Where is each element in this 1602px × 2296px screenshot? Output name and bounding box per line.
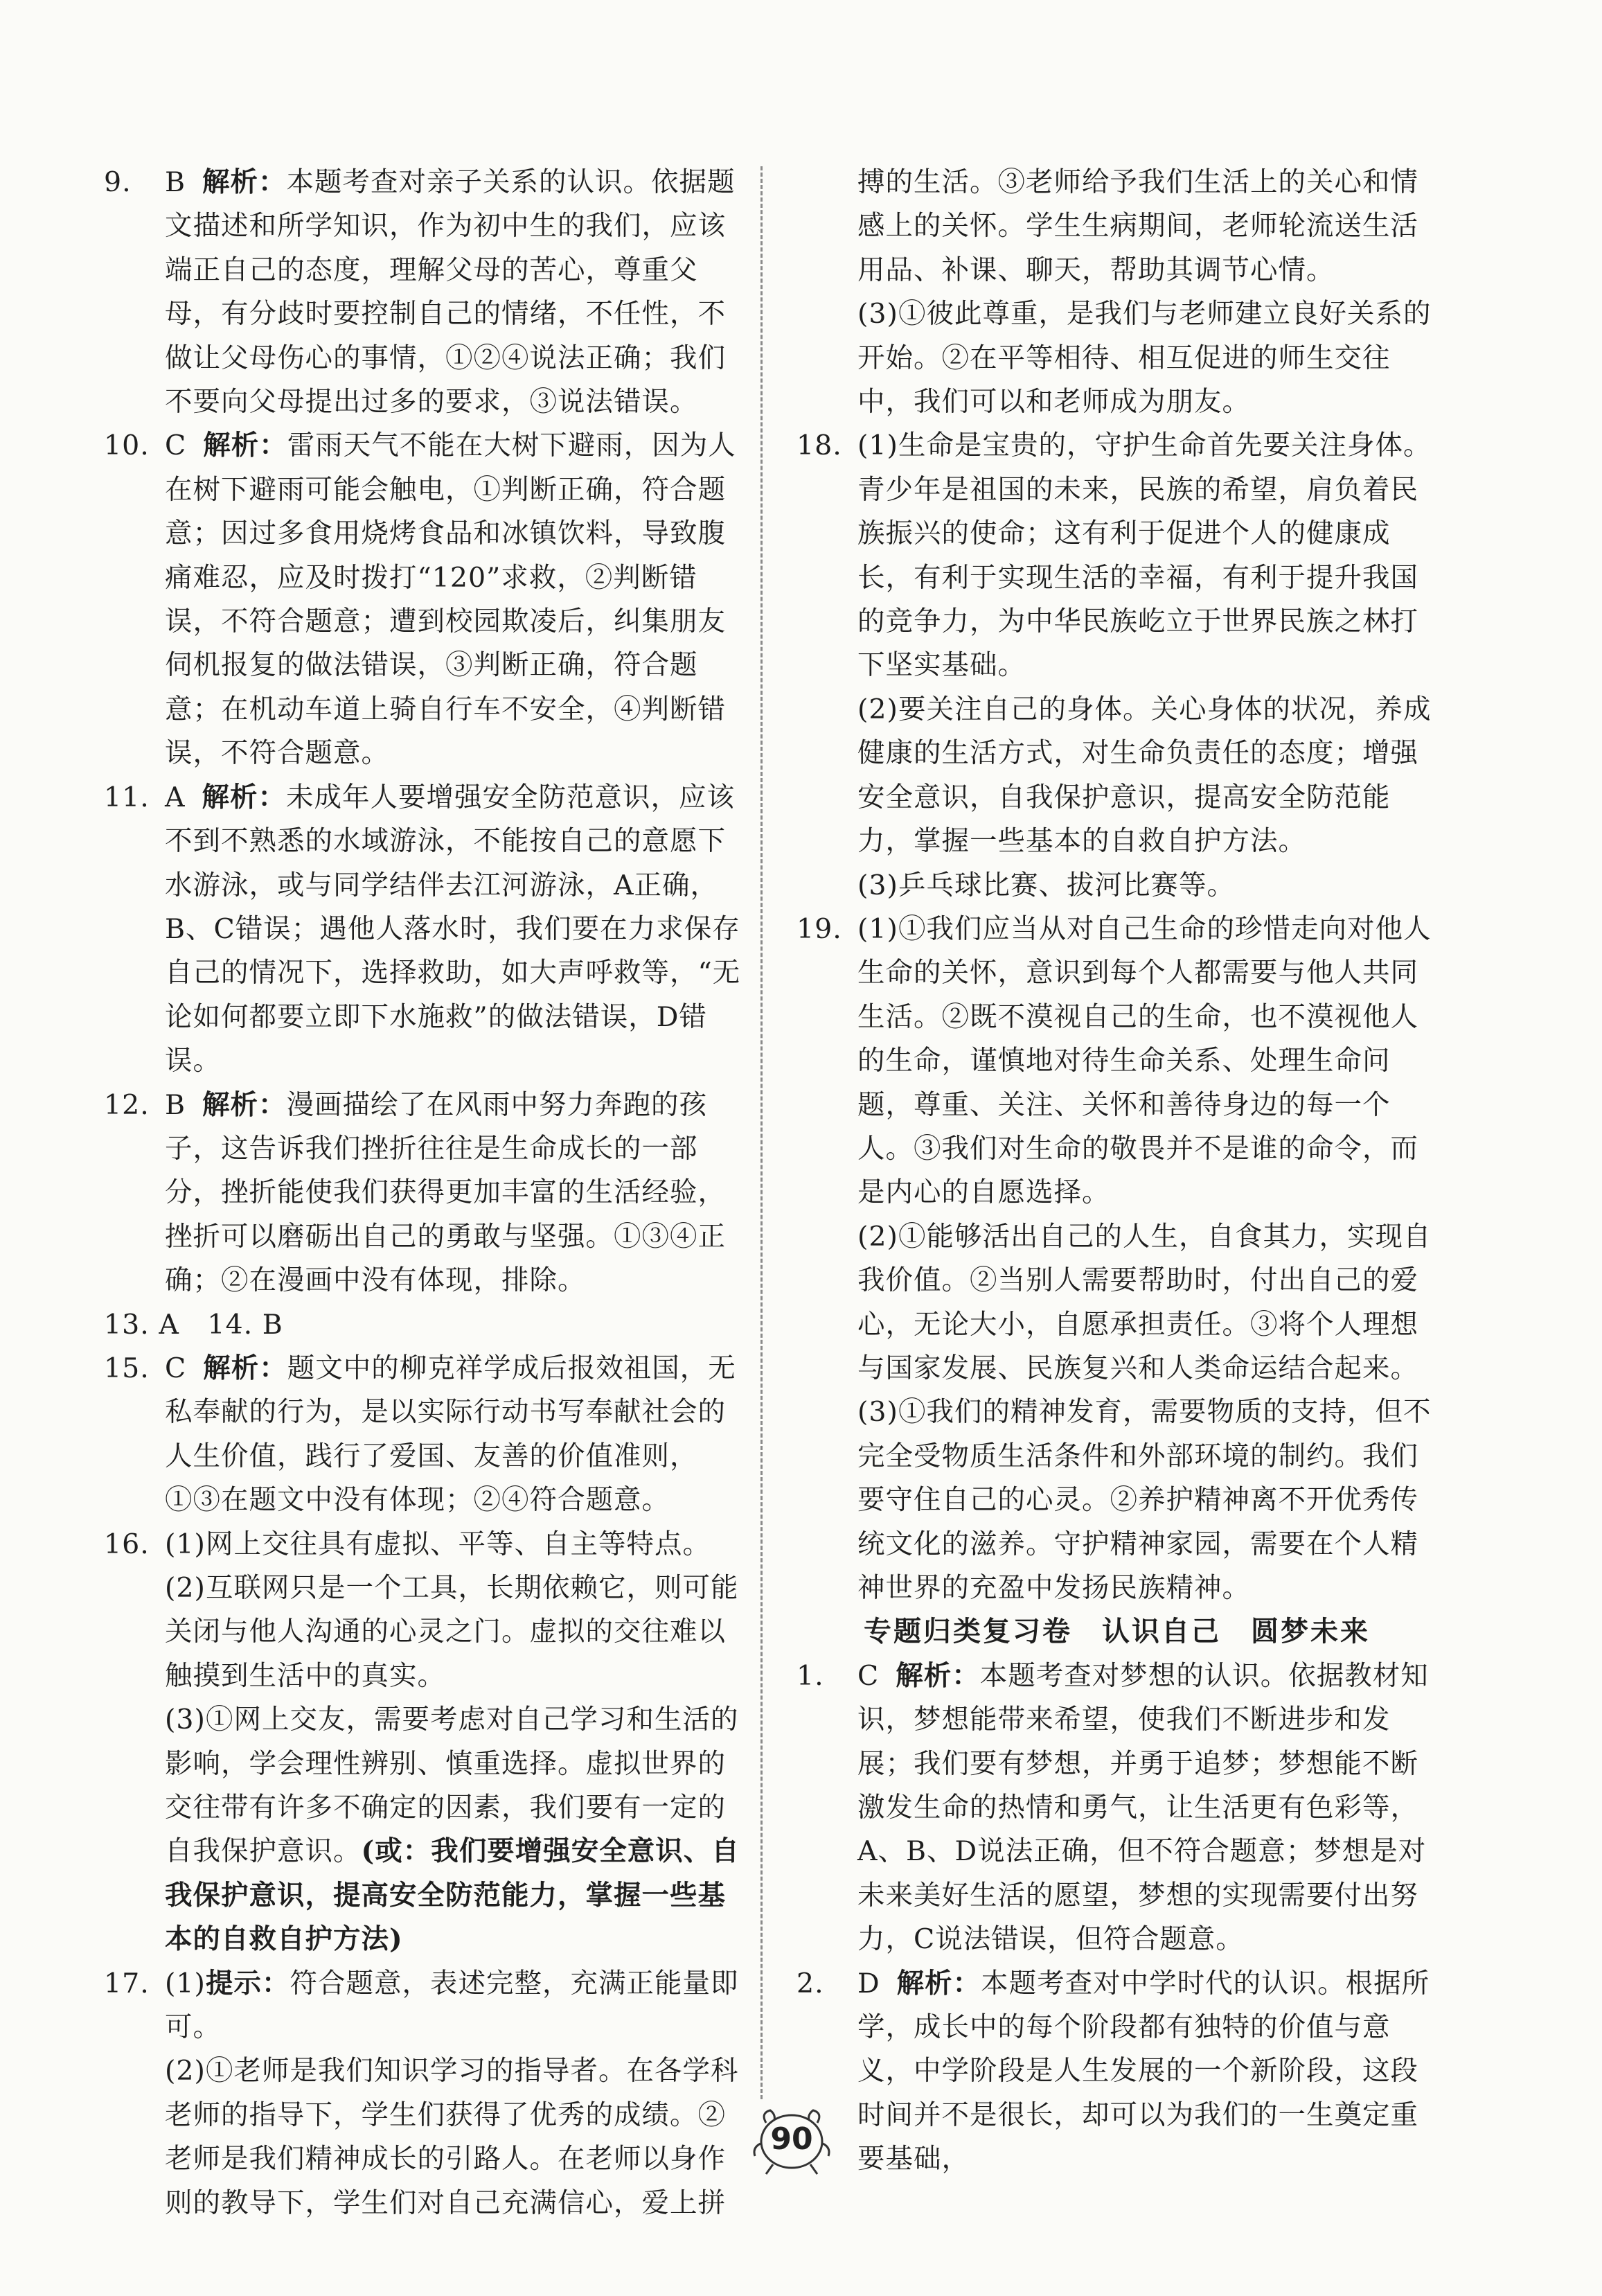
analysis-label: 解析： [203, 1352, 287, 1384]
item-number: 9. [104, 166, 132, 198]
item-number: 1. [796, 1659, 824, 1692]
answer-item-17 [104, 1962, 745, 2050]
item-number: 2. [796, 1967, 824, 1999]
sub-answer-3: (3)乒乓球比赛、拔河比赛等。 [857, 869, 1235, 901]
sub-answer-2: (2)互联网只是一个工具，长期依赖它，则可能关闭与他人沟通的心灵之门。虚拟的交往难以触摸到生活中的真实。 [165, 1572, 739, 1692]
analysis-label: 解析： [896, 1659, 980, 1692]
item-number: 18. [796, 430, 842, 462]
sub-answer-1: (1)网上交往具有虚拟、平等、自主等特点。 [165, 1528, 711, 1560]
item-answer: B [165, 1088, 186, 1121]
item-text: 13. A 14. B [104, 1308, 283, 1341]
page-number-badge [740, 2103, 844, 2180]
item-answer: B [165, 166, 186, 198]
item-text: 漫画描绘了在风雨中努力奔跑的孩子，这告诉我们挫折往往是生命成长的一部分，挫折能使我们获得更加丰富的生活经验，挫折可以磨砺出自己的勇敢与坚强。①③④正确；②在漫画中没有体现，排除。 [165, 1088, 726, 1297]
analysis-label: 解析： [202, 166, 287, 198]
sub-answer-prefix: (1) [165, 1967, 206, 1999]
left-column [104, 161, 745, 2225]
item-text: 未成年人要增强安全防范意识，应该不到不熟悉的水域游泳，不能按自己的意愿下水游泳，或与同学结伴去江河游泳，A正确，B、C错误；遇他人落水时，我们要在力求保存自己的情况下，选择救助，如大声呼救等，“无论如何都要立即下水施救”的做法错误，D错误。 [165, 781, 741, 1077]
item-answer: C [165, 1352, 187, 1384]
hint-label: 提示： [205, 1967, 290, 1999]
answer-item-18 [796, 424, 1437, 687]
analysis-label: 解析： [202, 781, 287, 813]
answer-item-16 [104, 1523, 745, 1566]
item-number: 15. [104, 1352, 150, 1384]
item-answer: C [165, 430, 187, 462]
answer-item-10 [104, 424, 745, 775]
answer-item-19 [796, 908, 1437, 1215]
right-column [796, 161, 1437, 2182]
column-divider [760, 166, 763, 2099]
answer-item-s1 [796, 1654, 1437, 1962]
item-number: 16. [104, 1528, 150, 1560]
sub-answer-3 [104, 1698, 745, 1961]
analysis-label: 解析： [202, 1088, 287, 1121]
sub-answer-3: (3)①彼此尊重，是我们与老师建立良好关系的开始。②在平等相待、相互促进的师生交往中，我们可以和老师成为朋友。 [857, 298, 1432, 418]
answer-item-12 [104, 1084, 745, 1303]
item-number: 12. [104, 1088, 150, 1121]
section-heading: 专题归类复习卷 认识自己 圆梦未来 [864, 1616, 1370, 1648]
answer-item-13-14 [104, 1303, 745, 1347]
item-text: 雷雨天气不能在大树下避雨，因为人在树下避雨可能会触电，①判断正确，符合题意；因过多食用烧烤食品和冰镇饮料，导致腹痛难忍，应及时拨打“120”求救，②判断错误，不符合题意；遭到校园欺凌后，纠集朋友伺机报复的做法错误，③判断正确，符合题意；在机动车道上骑自行车不安全，④判断错误，不符合题意。 [165, 430, 736, 770]
item-answer: A [165, 781, 186, 813]
item-text: 本题考查对梦想的认识。依据教材知识，梦想能带来希望，使我们不断进步和发展；我们要有梦想，并勇于追梦；梦想能不断激发生命的热情和勇气，让生活更有色彩等，A、B、D说法正确，但不符合题意；梦想是对未来美好生活的愿望，梦想的实现需要付出努力，C说法错误，但符合题意。 [857, 1659, 1429, 1956]
analysis-label: 解析： [896, 1967, 981, 1999]
answer-item-11 [104, 776, 745, 1084]
answer-item-15 [104, 1347, 745, 1523]
continued-text: 搏的生活。③老师给予我们生活上的关心和情感上的关怀。学生生病期间，老师轮流送生活用品、补课、聊天，帮助其调节心情。 [857, 166, 1418, 286]
item-number: 10. [104, 430, 150, 462]
sub-answer-2: (2)要关注自己的身体。关心身体的状况，养成健康的生活方式，对生命负责任的态度；增强安全意识，自我保护意识，提高安全防范能力，掌握一些基本的自救自护方法。 [857, 693, 1432, 858]
item-answer: D [857, 1967, 880, 1999]
item-number: 17. [104, 1967, 150, 1999]
analysis-label: 解析： [203, 430, 287, 462]
page-number: 90 [770, 2121, 813, 2157]
sub-answer-text: (3)①网上交友，需要考虑对自己学习和生活的影响，学会理性辨别、慎重选择。虚拟世界的交往带有许多不确定的因素，我们要有一定的自我保护意识。 [165, 1704, 739, 1868]
sub-answer-1: (1)生命是宝贵的，守护生命首先要关注身体。青少年是祖国的未来，民族的希望，肩负着民族振兴的使命；这有利于促进个人的健康成长，有利于实现生活的幸福，有利于提升我国的竞争力，为中华民族屹立于世界民族之林打下坚实基础。 [857, 430, 1432, 682]
item-text: 本题考查对亲子关系的认识。依据题文描述和所学知识，作为初中生的我们，应该端正自己的态度，理解父母的苦心，尊重父母，有分歧时要控制自己的情绪，不任性，不做让父母伤心的事情，①②④说法正确；我们不要向父母提出过多的要求，③说法错误。 [165, 166, 736, 418]
item-text: 本题考查对中学时代的认识。根据所学，成长中的每个阶段都有独特的价值与意义，中学阶段是人生发展的一个新阶段，这段时间并不是很长，却可以为我们的一生奠定重要基础， [857, 1967, 1430, 2175]
answer-item-s2 [796, 1962, 1437, 2182]
item-number: 19. [796, 912, 842, 945]
sub-answer-3: (3)①我们的精神发育，需要物质的支持，但不完全受物质生活条件和外部环境的制约。我们要守住自己的心灵。②养护精神离不开优秀传统文化的滋养。守护精神家园，需要在个人精神世界的充盈中发扬民族精神。 [857, 1396, 1432, 1604]
alternative-answer: (或：我们要增强安全意识、自我保护意识，提高安全防范能力，掌握一些基本的自救自护方法) [165, 1835, 740, 1956]
answer-item-9 [104, 161, 745, 424]
sub-answer-1: (1)①我们应当从对自己生命的珍惜走向对他人生命的关怀，意识到每个人都需要与他人共同生活。②既不漠视自己的生命，也不漠视他人的生命，谨慎地对待生命关系、处理生命问题，尊重、关注、关怀和善待身边的每一个人。③我们对生命的敬畏并不是谁的命令，而是内心的自愿选择。 [857, 912, 1432, 1209]
sub-answer-2: (2)①老师是我们知识学习的指导者。在各学科老师的指导下，学生们获得了优秀的成绩。②老师是我们精神成长的引路人。在老师以身作则的教导下，学生们对自己充满信心，爱上拼 [165, 2055, 739, 2219]
item-answer: C [857, 1659, 880, 1692]
sub-answer-text: 符合题意，表述完整，充满正能量即可。 [165, 1967, 739, 2044]
item-number: 11. [104, 781, 150, 813]
sub-answer-2: (2)①能够活出自己的人生，自食其力，实现自我价值。②当别人需要帮助时，付出自己的爱心，无论大小，自愿承担责任。③将个人理想与国家发展、民族复兴和人类命运结合起来。 [857, 1220, 1432, 1384]
item-text: 题文中的柳克祥学成后报效祖国，无私奉献的行为，是以实际行动书写奉献社会的人生价值，践行了爱国、友善的价值准则，①③在题文中没有体现；②④符合题意。 [165, 1352, 736, 1517]
